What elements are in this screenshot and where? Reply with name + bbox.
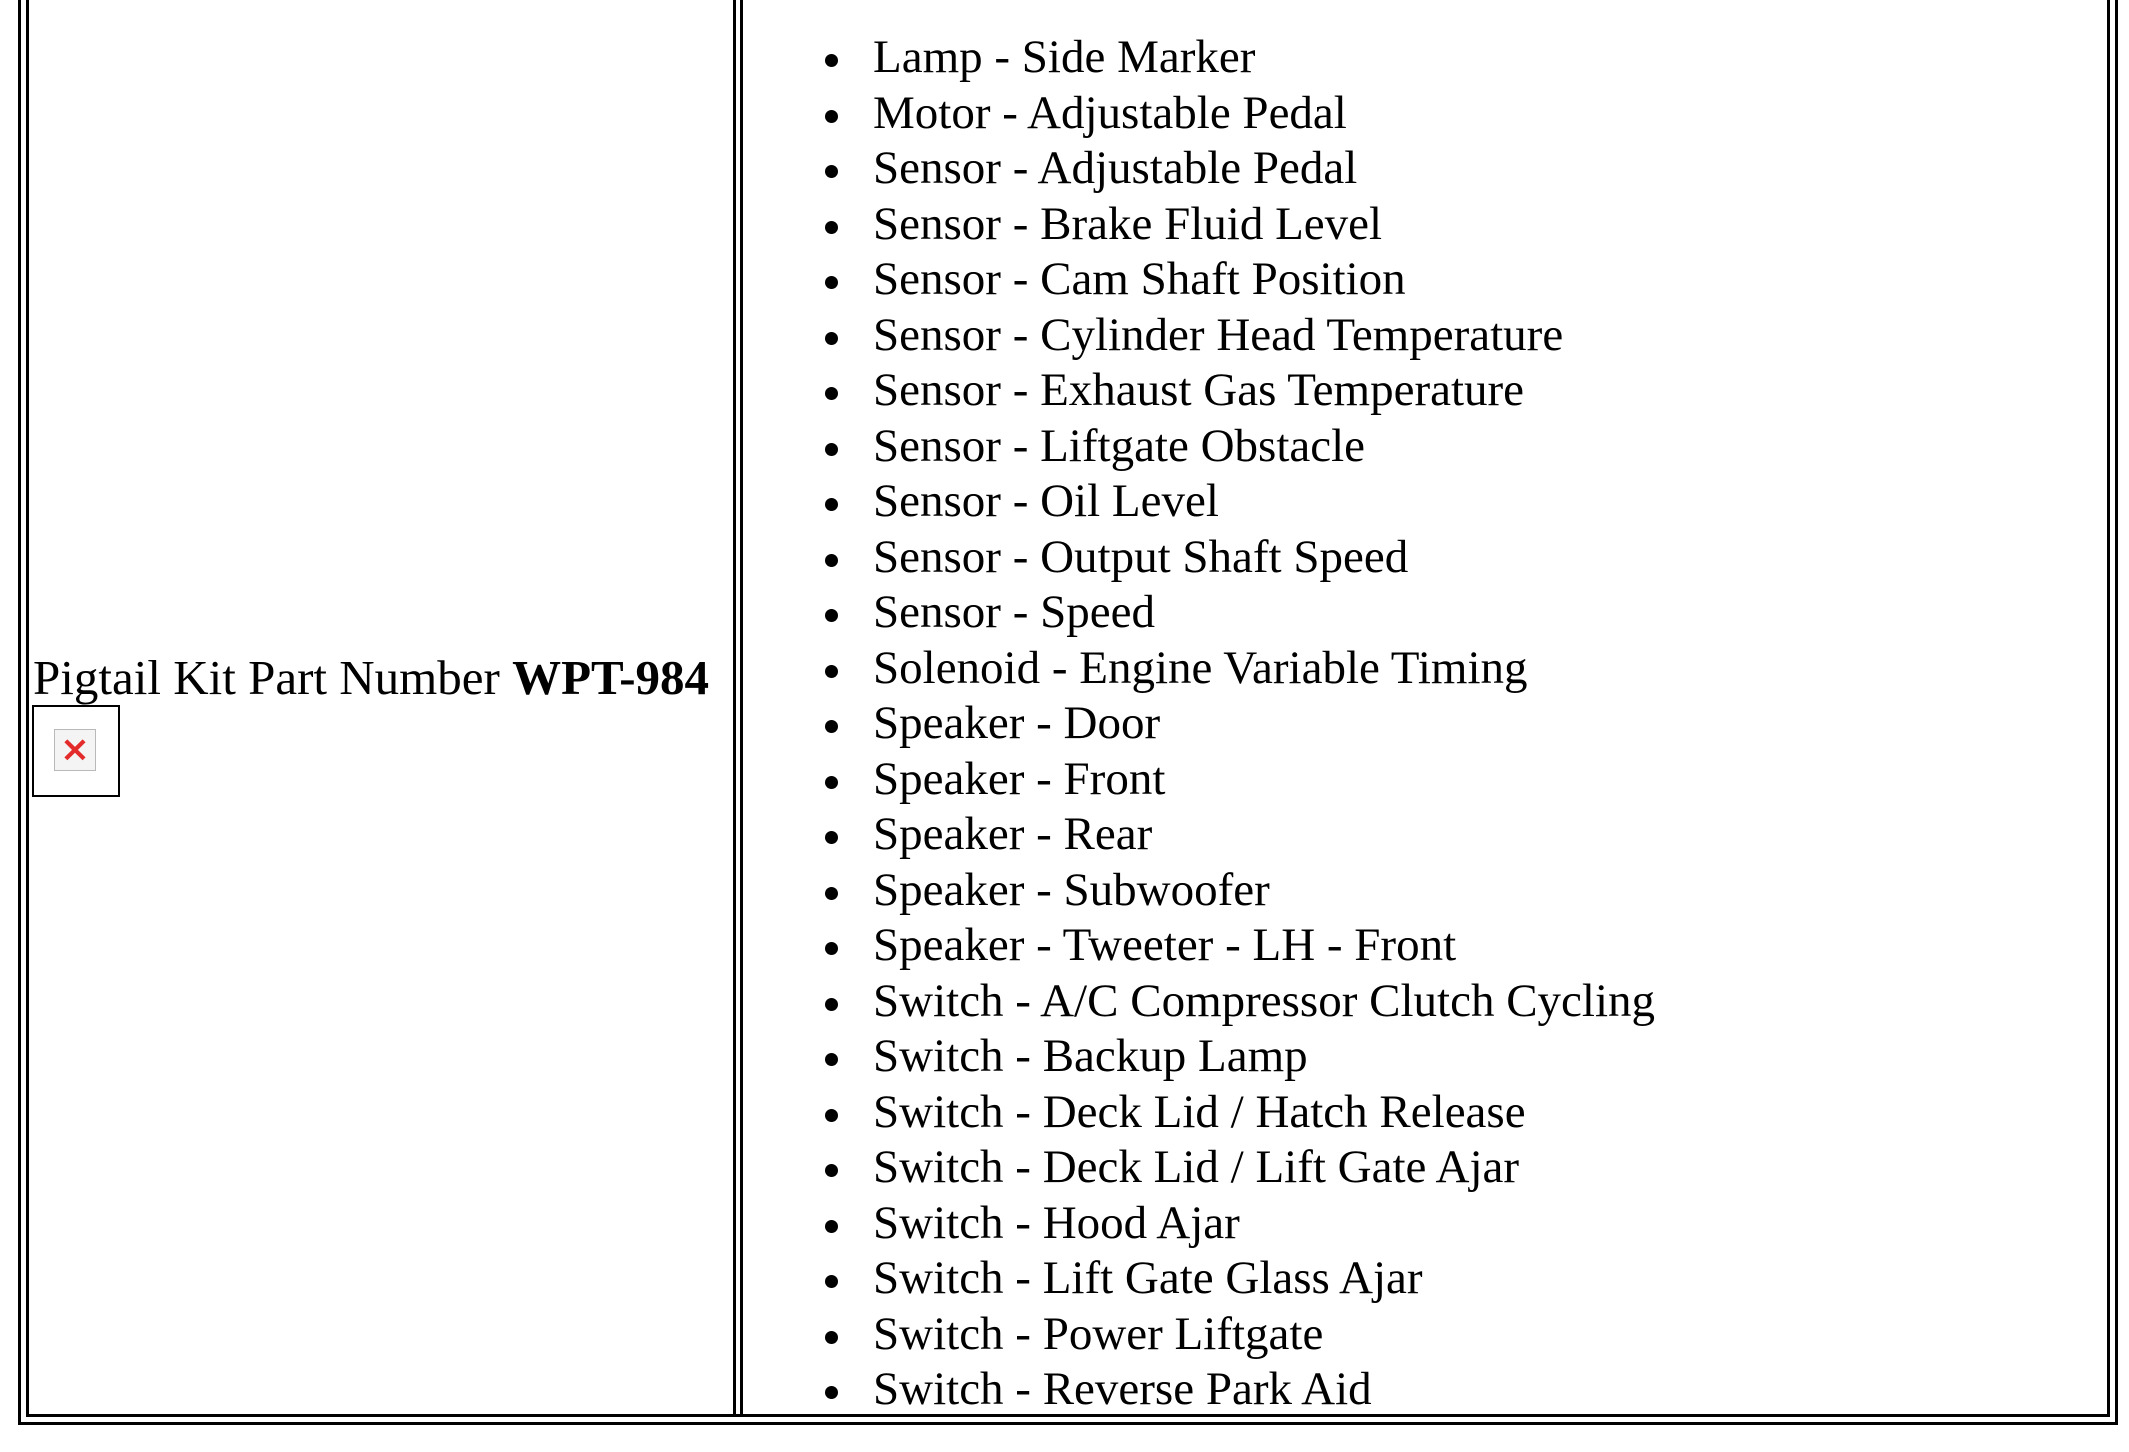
component-name: Switch - Hood Ajar bbox=[873, 1196, 1240, 1249]
connector-image bbox=[32, 705, 120, 797]
bullet-icon bbox=[825, 776, 838, 789]
kit-label-prefix: Pigtail Kit Part Number bbox=[33, 650, 513, 705]
component-name: Switch - Reverse Park Aid bbox=[873, 1363, 1372, 1415]
component-name: Solenoid - Engine Variable Timing bbox=[873, 641, 1528, 694]
bullet-icon bbox=[825, 276, 838, 289]
component-list bbox=[820, 30, 1655, 1418]
component-list-item bbox=[820, 1085, 1655, 1141]
bullet-icon bbox=[825, 1220, 838, 1233]
component-list-item bbox=[820, 696, 1655, 752]
bullet-icon bbox=[825, 1053, 838, 1066]
component-cell-border bbox=[740, 0, 745, 1417]
component-name: Lamp - Side Marker bbox=[873, 31, 1256, 83]
component-list-item bbox=[820, 752, 1655, 808]
component-name: Switch - Lift Gate Glass Ajar bbox=[873, 1252, 1423, 1304]
component-name: Switch - Deck Lid / Hatch Release bbox=[873, 1085, 1526, 1138]
component-name: Sensor - Speed bbox=[873, 586, 1155, 638]
component-list-item bbox=[820, 1307, 1655, 1363]
bullet-icon bbox=[825, 387, 838, 400]
bullet-icon bbox=[825, 1386, 838, 1399]
component-name: Sensor - Oil Level bbox=[873, 475, 1219, 527]
bullet-icon bbox=[825, 1275, 838, 1288]
bullet-icon bbox=[825, 1109, 838, 1122]
bullet-icon bbox=[825, 831, 838, 844]
component-name: Speaker - Tweeter - LH - Front bbox=[873, 919, 1457, 971]
bullet-icon bbox=[825, 221, 838, 234]
component-list-item bbox=[820, 1196, 1655, 1252]
bullet-icon bbox=[825, 165, 838, 178]
component-name: Sensor - Cylinder Head Temperature bbox=[873, 308, 1564, 361]
component-list-item bbox=[820, 1029, 1655, 1085]
component-name: Speaker - Front bbox=[873, 752, 1166, 805]
component-name: Sensor - Adjustable Pedal bbox=[873, 142, 1358, 194]
component-list-item bbox=[820, 641, 1655, 697]
kit-label bbox=[33, 648, 709, 708]
component-list-item bbox=[820, 86, 1655, 142]
component-name: Sensor - Exhaust Gas Temperature bbox=[873, 364, 1525, 416]
kit-part-number: WPT-984 bbox=[512, 650, 710, 705]
bullet-icon bbox=[825, 998, 838, 1011]
bullet-icon bbox=[825, 942, 838, 955]
component-list-item bbox=[820, 363, 1655, 419]
bullet-icon bbox=[825, 1164, 838, 1177]
component-list-item bbox=[820, 807, 1655, 863]
component-list-item bbox=[820, 197, 1655, 253]
component-list-item bbox=[820, 252, 1655, 308]
component-list-item bbox=[820, 141, 1655, 197]
bullet-icon bbox=[825, 110, 838, 123]
component-name: Sensor - Brake Fluid Level bbox=[873, 197, 1383, 250]
component-name: Speaker - Rear bbox=[873, 808, 1153, 860]
component-list-item bbox=[820, 1140, 1655, 1196]
bullet-icon bbox=[825, 887, 838, 900]
component-list-item bbox=[820, 308, 1655, 364]
component-name: Sensor - Cam Shaft Position bbox=[873, 253, 1406, 305]
bullet-icon bbox=[825, 665, 838, 678]
broken-image-icon: × bbox=[54, 729, 96, 771]
component-list-item bbox=[820, 585, 1655, 641]
component-name: Switch - Power Liftgate bbox=[873, 1307, 1324, 1360]
component-list-item bbox=[820, 863, 1655, 919]
component-list-item bbox=[820, 30, 1655, 86]
component-list-item bbox=[820, 530, 1655, 586]
component-list-item bbox=[820, 918, 1655, 974]
component-list-item bbox=[820, 974, 1655, 1030]
bullet-icon bbox=[825, 332, 838, 345]
kit-cell bbox=[26, 0, 736, 1417]
bullet-icon bbox=[825, 720, 838, 733]
component-name: Speaker - Door bbox=[873, 697, 1161, 749]
bullet-icon bbox=[825, 443, 838, 456]
component-name: Switch - Backup Lamp bbox=[873, 1030, 1308, 1082]
component-list-item bbox=[820, 419, 1655, 475]
bullet-icon bbox=[825, 609, 838, 622]
bullet-icon bbox=[825, 498, 838, 511]
component-name: Switch - Deck Lid / Lift Gate Ajar bbox=[873, 1141, 1520, 1193]
component-list-item bbox=[820, 1362, 1655, 1418]
component-list-item bbox=[820, 474, 1655, 530]
bullet-icon bbox=[825, 554, 838, 567]
component-name: Sensor - Output Shaft Speed bbox=[873, 530, 1409, 583]
component-name: Sensor - Liftgate Obstacle bbox=[873, 419, 1366, 472]
bullet-icon bbox=[825, 54, 838, 67]
component-name: Motor - Adjustable Pedal bbox=[873, 86, 1347, 139]
bullet-icon bbox=[825, 1331, 838, 1344]
component-name: Switch - A/C Compressor Clutch Cycling bbox=[873, 974, 1656, 1027]
component-list-item bbox=[820, 1251, 1655, 1307]
component-name: Speaker - Subwoofer bbox=[873, 863, 1270, 916]
